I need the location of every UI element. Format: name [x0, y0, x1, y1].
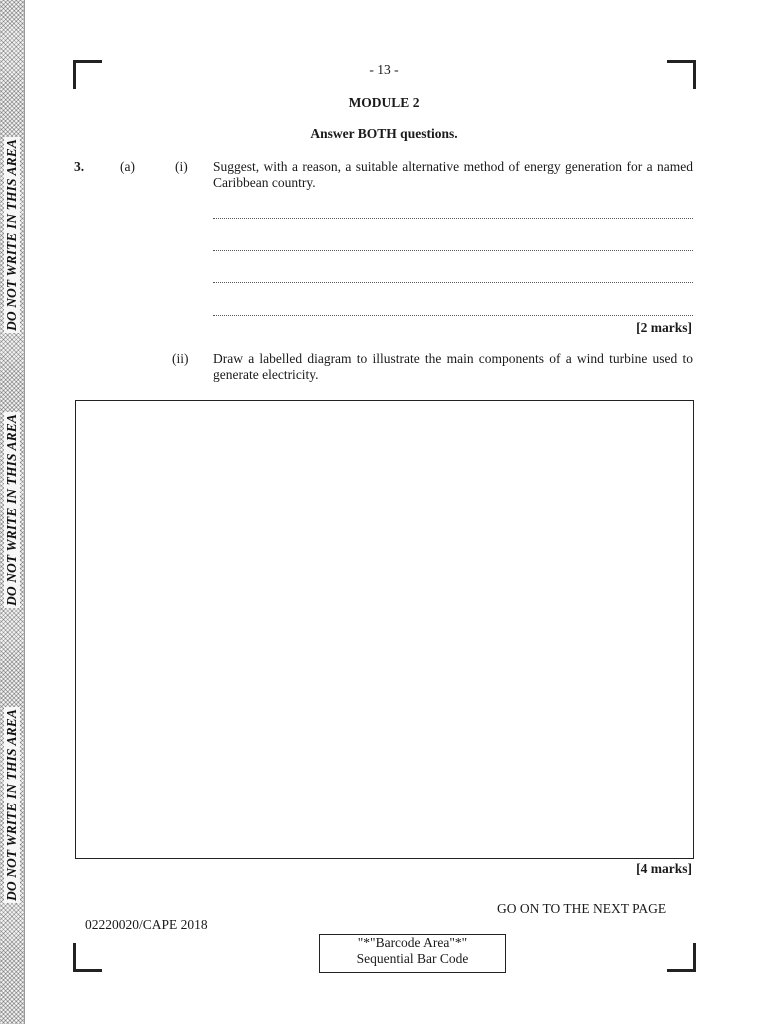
crop-mark-bottom-left — [73, 943, 102, 972]
margin-warning-text: DO NOT WRITE IN THIS AREA — [4, 414, 20, 606]
barcode-area — [319, 934, 506, 973]
page-number: - 13 - — [369, 62, 399, 77]
answer-line[interactable] — [213, 250, 693, 251]
answer-line[interactable] — [213, 218, 693, 219]
subquestion-i-text: Suggest, with a reason, a suitable alternative method of energy generation for a named Caribbean country. — [213, 159, 693, 190]
question-number: 3. — [74, 159, 85, 174]
marks-sub-i: [2 marks] — [636, 320, 692, 335]
answer-line[interactable] — [213, 282, 693, 283]
marks-sub-ii: [4 marks] — [636, 861, 692, 876]
instruction: Answer BOTH questions. — [310, 126, 458, 141]
barcode-label: "*"Barcode Area"*" — [357, 935, 468, 950]
margin-warning-top — [2, 139, 22, 331]
question-part: (a) — [120, 159, 135, 174]
barcode-sublabel: Sequential Bar Code — [356, 951, 469, 966]
module-title: MODULE 2 — [348, 95, 420, 110]
margin-warning-text: DO NOT WRITE IN THIS AREA — [4, 139, 20, 331]
margin-warning-text: DO NOT WRITE IN THIS AREA — [4, 709, 20, 901]
go-on-notice: GO ON TO THE NEXT PAGE — [497, 901, 667, 916]
crop-mark-bottom-right — [667, 943, 696, 972]
left-margin-strip — [0, 0, 25, 1024]
subquestion-ii-label: (ii) — [172, 351, 189, 366]
paper-code: 02220020/CAPE 2018 — [85, 917, 208, 932]
subquestion-i-label: (i) — [175, 159, 188, 174]
diagram-answer-box[interactable] — [75, 400, 694, 859]
margin-warning-bottom — [2, 709, 22, 901]
answer-line[interactable] — [213, 315, 693, 316]
subquestion-ii-text: Draw a labelled diagram to illustrate the main components of a wind turbine used to generate electricity. — [213, 351, 693, 382]
margin-warning-middle — [2, 414, 22, 606]
